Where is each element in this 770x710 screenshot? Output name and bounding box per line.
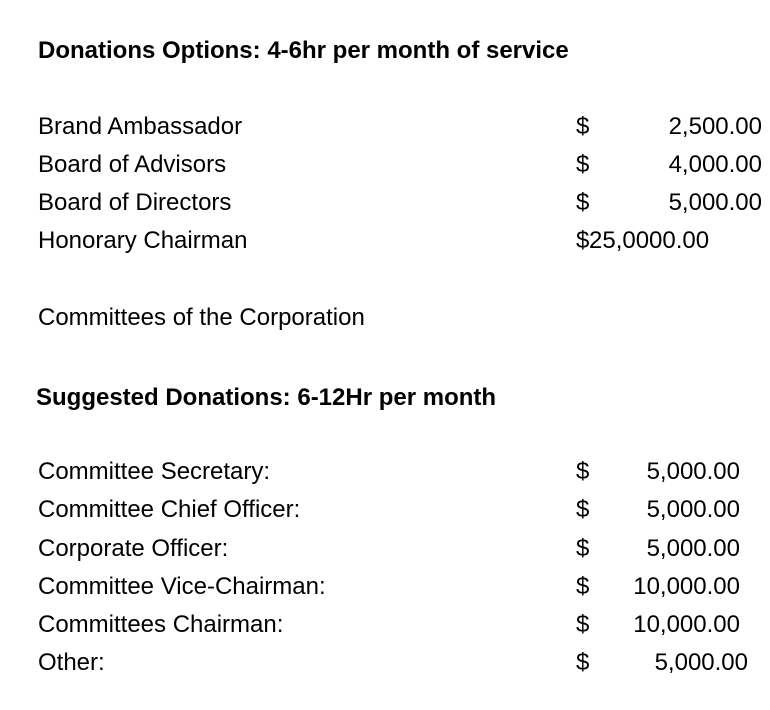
donation-option-amount [576, 150, 762, 180]
donation-option-label: Honorary Chairman [38, 227, 248, 254]
amount-value: 5,000.00 [654, 649, 748, 676]
donation-option-label: Board of Directors [38, 189, 232, 216]
currency-symbol: $ [576, 496, 590, 523]
suggested-donation-amount [576, 610, 740, 640]
donation-option-amount [576, 188, 762, 218]
currency-symbol: $ [576, 227, 590, 254]
currency-symbol: $ [576, 189, 590, 216]
suggested-donation-label: Committees Chairman: [38, 611, 284, 638]
amount-value: 5,000.00 [646, 496, 740, 523]
donation-option-row [38, 226, 738, 264]
amount-value: 10,000.00 [633, 573, 740, 600]
suggested-donation-row [38, 572, 738, 610]
amount-value: 25,0000.00 [589, 227, 710, 254]
currency-symbol: $ [576, 611, 590, 638]
suggested-donation-amount [576, 495, 740, 525]
suggested-donations-heading: Suggested Donations: 6-12Hr per month [36, 384, 497, 411]
donation-option-label: Brand Ambassador [38, 113, 243, 140]
suggested-donation-row [38, 610, 738, 648]
suggested-donation-amount [576, 572, 740, 602]
suggested-donation-row [38, 534, 738, 572]
committees-label: Committees of the Corporation [38, 304, 365, 331]
amount-value: 5,000.00 [646, 535, 740, 562]
donation-option-amount [576, 112, 762, 142]
currency-symbol: $ [576, 573, 590, 600]
suggested-donation-row [38, 495, 738, 533]
suggested-donation-row [38, 457, 738, 495]
suggested-donation-amount [576, 534, 740, 564]
suggested-donation-amount [576, 648, 748, 678]
suggested-donation-label: Committee Chief Officer: [38, 496, 301, 523]
currency-symbol: $ [576, 649, 590, 676]
amount-value: 10,000.00 [633, 611, 740, 638]
currency-symbol: $ [576, 535, 590, 562]
currency-symbol: $ [576, 458, 590, 485]
amount-value: 5,000.00 [646, 458, 740, 485]
donation-option-label: Board of Advisors [38, 151, 227, 178]
suggested-donation-label: Committee Secretary: [38, 458, 271, 485]
donation-option-row [38, 150, 762, 188]
suggested-donation-label: Committee Vice-Chairman: [38, 573, 326, 600]
suggested-donation-label: Corporate Officer: [38, 535, 229, 562]
suggested-donation-row [38, 648, 748, 686]
suggested-donation-label: Other: [38, 649, 105, 676]
suggested-donation-amount [576, 457, 740, 487]
donation-option-amount [576, 226, 762, 256]
donation-options-heading: Donations Options: 4-6hr per month of service [38, 37, 569, 64]
amount-value: 2,500.00 [668, 113, 762, 140]
amount-value: 5,000.00 [668, 189, 762, 216]
amount-value: 4,000.00 [668, 151, 762, 178]
donation-option-row [38, 188, 762, 226]
donation-option-row [38, 112, 762, 150]
currency-symbol: $ [576, 113, 590, 140]
currency-symbol: $ [576, 151, 590, 178]
